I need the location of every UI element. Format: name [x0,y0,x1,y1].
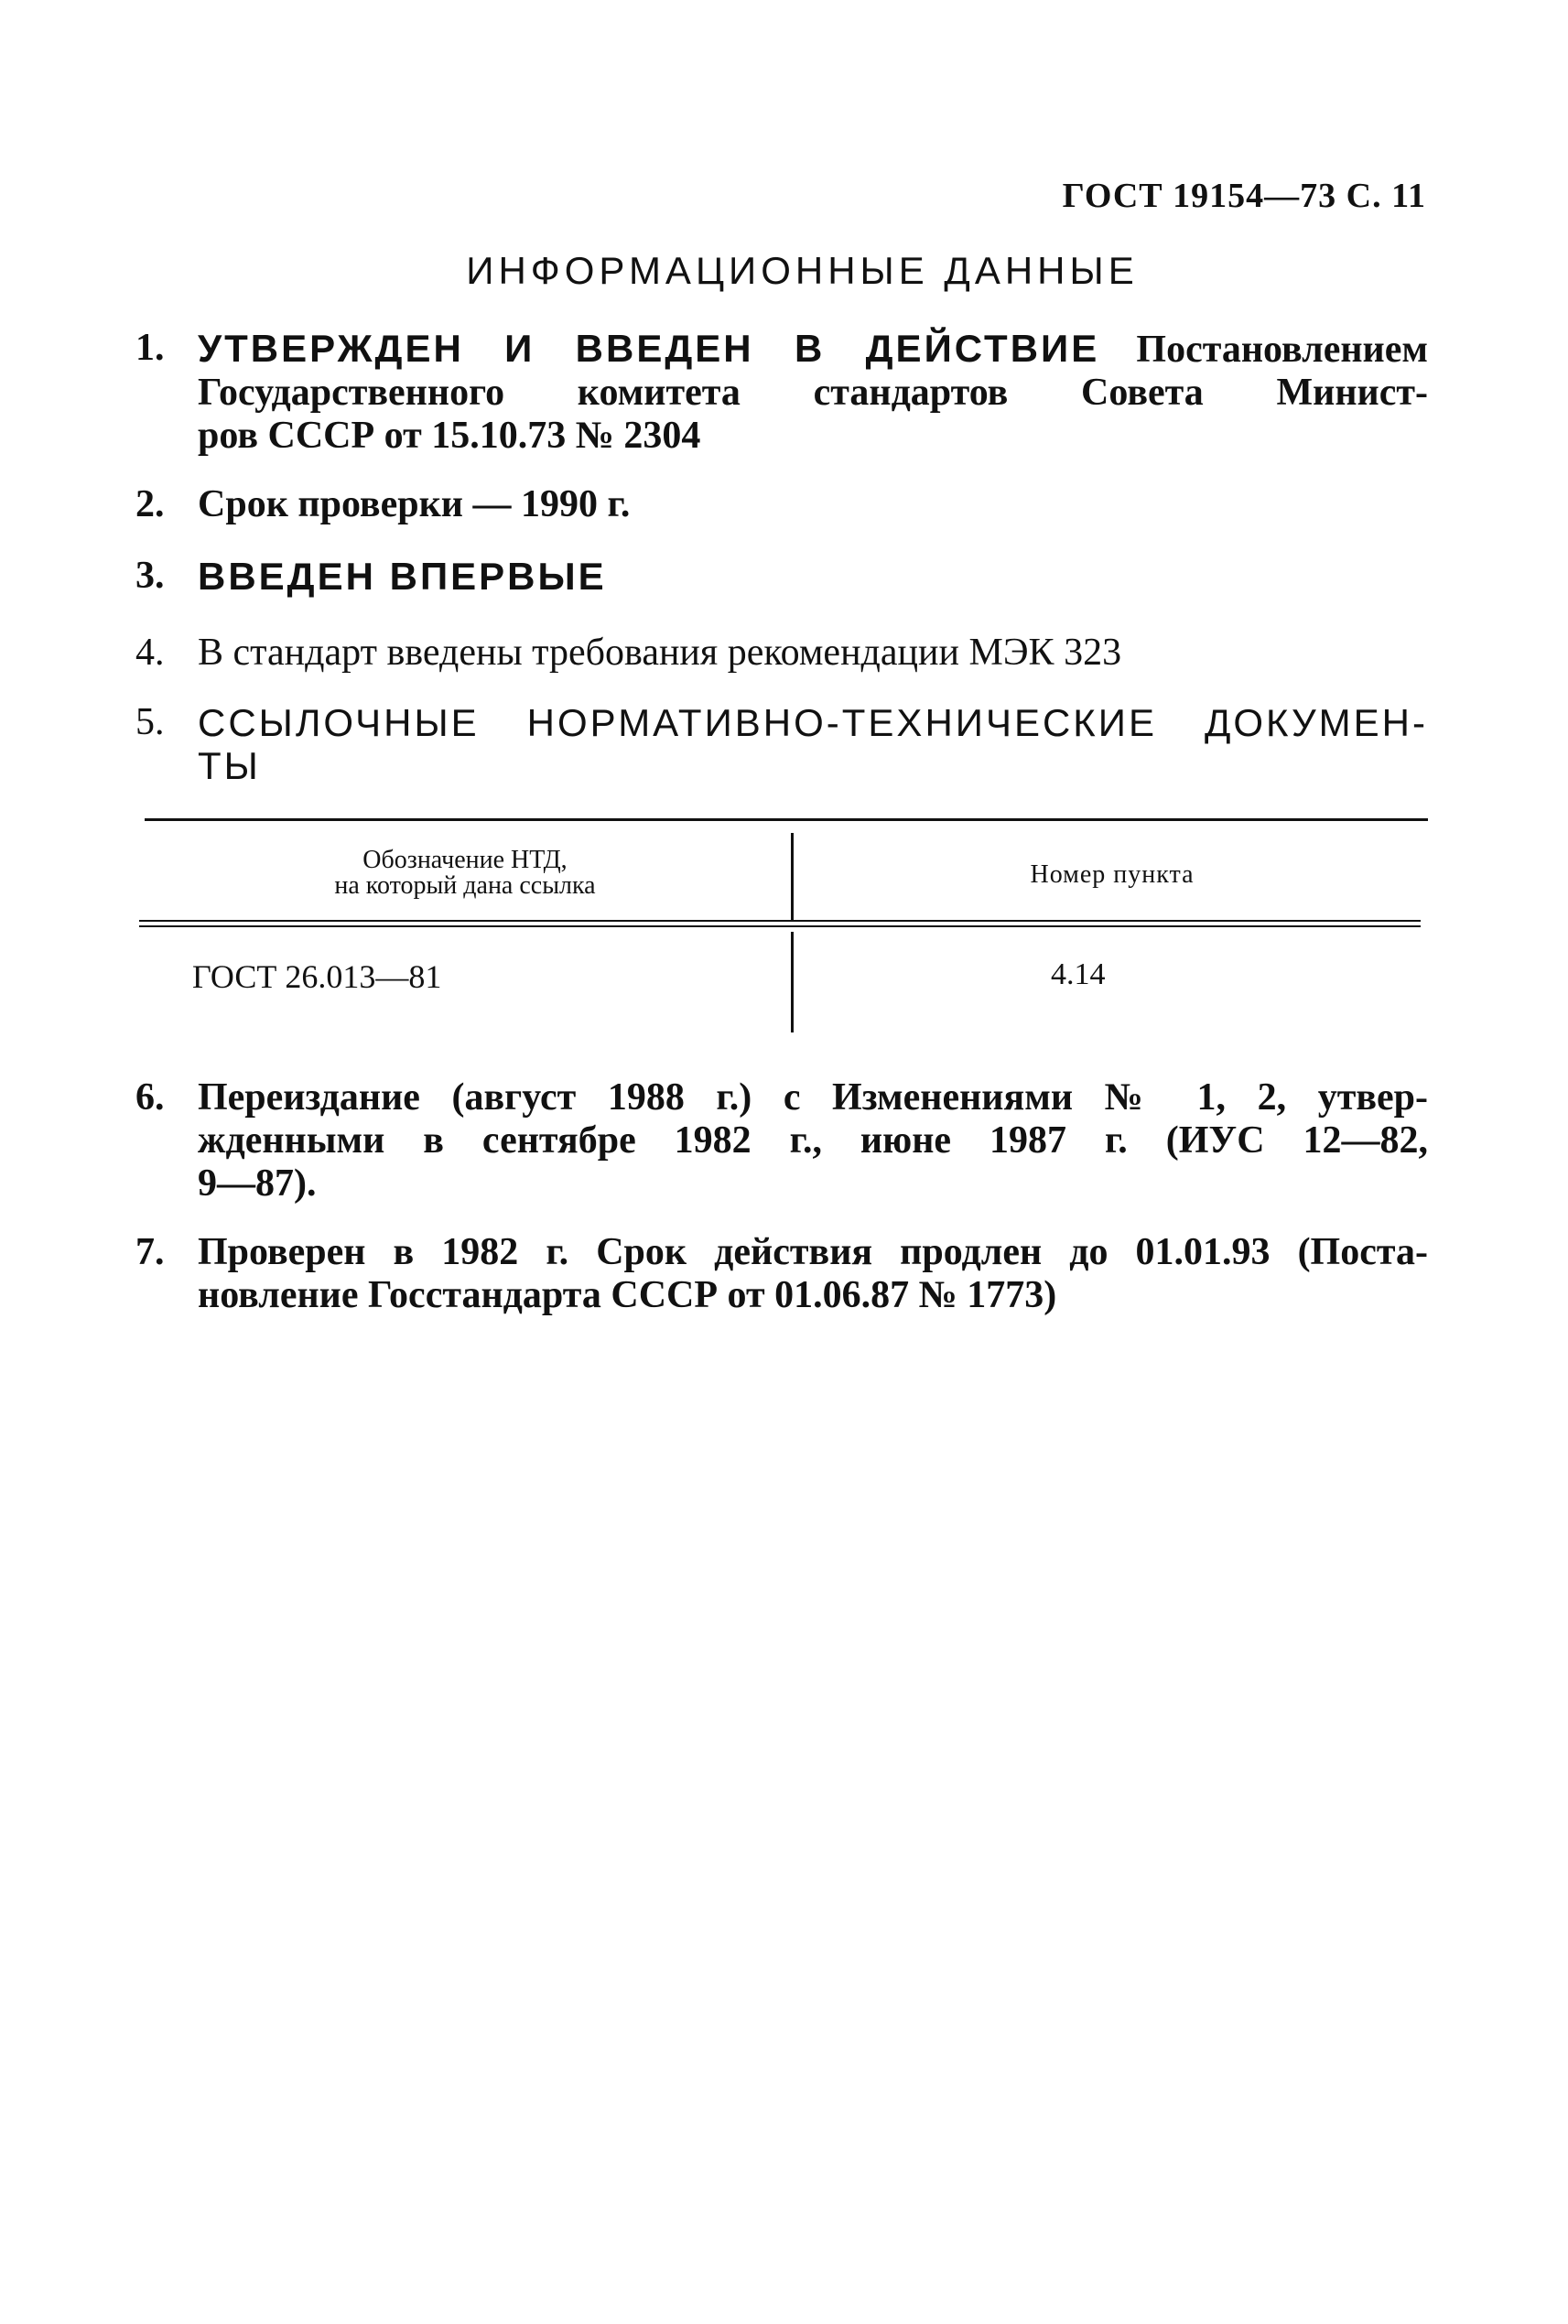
item-7-line-2: новление Госстандарта СССР от 01.06.87 № 1773) [198,1274,1057,1316]
column-divider [791,932,794,1032]
column-divider [791,833,794,921]
running-header: ГОСТ 19154—73 С. 11 [1062,177,1426,215]
info-item-7 [135,1231,1428,1317]
item-number: 4. [135,632,165,674]
item-number: 3. [135,555,165,597]
table-cell-designation: ГОСТ 26.013—81 [192,958,442,995]
table-cell-clause: 4.14 [1051,957,1106,991]
item-6-line-3: 9—87). [198,1162,317,1205]
item-1-caps-lead: УТВЕРЖДЕН И ВВЕДЕН В ДЕЙСТВИЕ [198,327,1100,370]
item-number: 5. [135,701,165,743]
item-6-line-2: жденными в сентябре 1982 г., июне 1987 г. (ИУС 12—82, [198,1119,1428,1162]
item-1-line-3: ров СССР от 15.10.73 № 2304 [198,415,701,457]
item-5-line-1: ССЫЛОЧНЫЕ НОРМАТИВНО-ТЕХНИЧЕСКИЕ ДОКУМЕН- [198,701,1428,744]
item-number: 2. [135,483,165,525]
item-4-text: В стандарт введены требования рекомендации МЭК 323 [198,632,1122,674]
item-5-line-2: ТЫ [198,744,261,787]
info-item-4 [135,632,1428,675]
item-2-text: Срок проверки — 1990 г. [198,483,631,525]
info-item-3 [135,555,1428,598]
header-designation-line-1: Обозначение НТД, [362,846,568,874]
item-1-line-1 [198,327,1428,372]
section-title: ИНФОРМАЦИОННЫЕ ДАННЫЕ [466,249,1139,292]
reference-table [135,818,1428,1038]
header-rule-upper [139,920,1421,922]
header-clause: Номер пункта [1030,860,1195,889]
header-designation [145,848,785,899]
item-number: 6. [135,1076,165,1119]
header-designation-line-2: на который дана ссылка [334,871,596,900]
info-item-1 [135,327,1428,458]
item-number: 7. [135,1231,165,1273]
item-number: 1. [135,327,165,369]
table-top-rule [145,818,1428,821]
header-rule-lower [139,925,1421,927]
info-item-6 [135,1076,1428,1205]
item-7-line-1: Проверен в 1982 г. Срок действия продлен до 01.01.93 (Поста- [198,1231,1428,1273]
info-item-5 [135,701,1428,787]
info-item-2 [135,483,1428,526]
item-1-line-2: Государственного комитета стандартов Совета Минист- [198,372,1428,414]
item-1-line1-rest: Постановлением [1136,329,1428,371]
item-6-line-1: Переиздание (август 1988 г.) с Изменениями № 1, 2, утвер- [198,1076,1428,1119]
item-3-text: ВВЕДЕН ВПЕРВЫЕ [198,555,607,598]
